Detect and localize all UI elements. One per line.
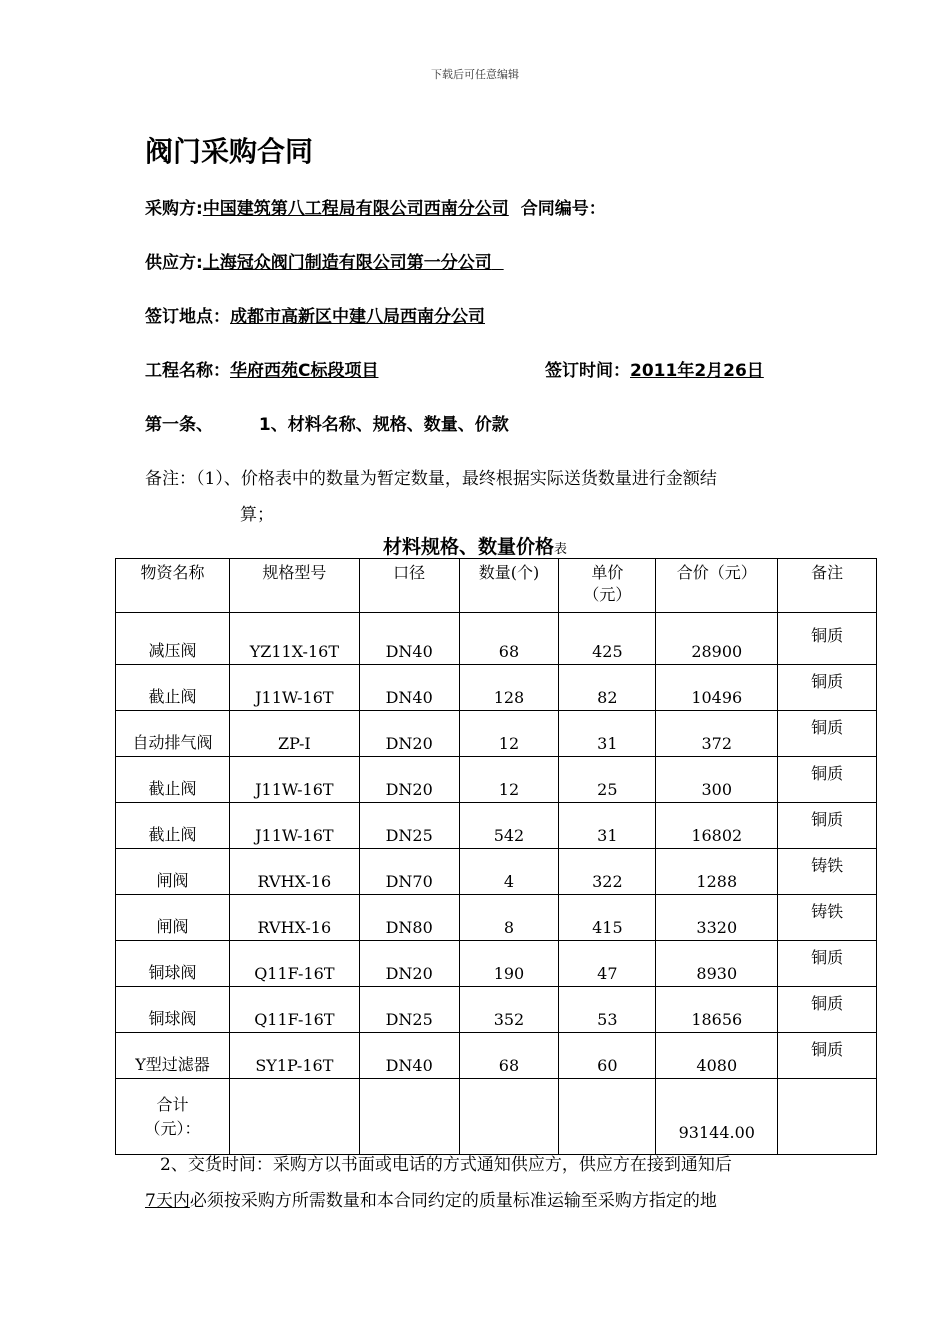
cell-total-price: 28900 bbox=[656, 613, 778, 665]
cell-model: ZP-I bbox=[229, 711, 359, 757]
cell-name: 截止阀 bbox=[116, 665, 230, 711]
cell-model: J11W-16T bbox=[229, 757, 359, 803]
total-empty bbox=[778, 1079, 877, 1155]
cell-diameter: DN20 bbox=[359, 941, 459, 987]
cell-remark: 铜质 bbox=[778, 803, 877, 849]
cell-quantity: 542 bbox=[459, 803, 559, 849]
supplier-label: 供应方: bbox=[145, 253, 203, 273]
cell-unit-price: 31 bbox=[559, 711, 656, 757]
price-table bbox=[115, 558, 877, 1155]
contract-no-label: 合同编号： bbox=[520, 199, 606, 219]
table-title-main: 材料规格、数量价格 bbox=[382, 536, 554, 558]
cell-diameter: DN25 bbox=[359, 987, 459, 1033]
cell-name: 自动排气阀 bbox=[116, 711, 230, 757]
buyer-line bbox=[145, 194, 606, 219]
total-value: 93144.00 bbox=[656, 1079, 778, 1155]
cell-total-price: 300 bbox=[656, 757, 778, 803]
cell-model: Q11F-16T bbox=[229, 987, 359, 1033]
project-label: 工程名称： bbox=[145, 361, 230, 381]
cell-total-price: 16802 bbox=[656, 803, 778, 849]
delivery-days: 7天内 bbox=[145, 1191, 190, 1211]
cell-total-price: 372 bbox=[656, 711, 778, 757]
supplier-value: 上海冠众阀门制造有限公司第一分公司 bbox=[202, 253, 492, 273]
cell-quantity: 352 bbox=[459, 987, 559, 1033]
cell-total-price: 1288 bbox=[656, 849, 778, 895]
cell-quantity: 12 bbox=[459, 757, 559, 803]
cell-diameter: DN40 bbox=[359, 613, 459, 665]
cell-remark: 铜质 bbox=[778, 757, 877, 803]
table-row bbox=[116, 987, 877, 1033]
cell-remark: 铜质 bbox=[778, 613, 877, 665]
cell-name: 减压阀 bbox=[116, 613, 230, 665]
cell-model: SY1P-16T bbox=[229, 1033, 359, 1079]
cell-quantity: 128 bbox=[459, 665, 559, 711]
total-empty bbox=[559, 1079, 656, 1155]
table-title bbox=[0, 532, 950, 559]
project-value: 华府西苑C标段项目 bbox=[230, 361, 379, 381]
table-row bbox=[116, 941, 877, 987]
cell-model: J11W-16T bbox=[229, 803, 359, 849]
cell-unit-price: 31 bbox=[559, 803, 656, 849]
cell-model: YZ11X-16T bbox=[229, 613, 359, 665]
cell-diameter: DN40 bbox=[359, 1033, 459, 1079]
cell-total-price: 4080 bbox=[656, 1033, 778, 1079]
cell-unit-price: 25 bbox=[559, 757, 656, 803]
cell-quantity: 8 bbox=[459, 895, 559, 941]
article1-label: 第一条、 bbox=[145, 415, 213, 435]
buyer-label: 采购方: bbox=[145, 199, 203, 219]
sign-date-label: 签订时间： bbox=[545, 361, 630, 381]
cell-total-price: 8930 bbox=[656, 941, 778, 987]
cell-diameter: DN20 bbox=[359, 757, 459, 803]
delivery-line2 bbox=[145, 1186, 717, 1211]
cell-diameter: DN80 bbox=[359, 895, 459, 941]
cell-name: 铜球阀 bbox=[116, 987, 230, 1033]
cell-remark: 铸铁 bbox=[778, 895, 877, 941]
cell-model: J11W-16T bbox=[229, 665, 359, 711]
cell-remark: 铜质 bbox=[778, 941, 877, 987]
table-row bbox=[116, 613, 877, 665]
cell-diameter: DN40 bbox=[359, 665, 459, 711]
cell-unit-price: 82 bbox=[559, 665, 656, 711]
article1-value: 1、材料名称、规格、数量、价款 bbox=[258, 415, 509, 435]
header-note: 下载后可任意编辑 bbox=[431, 68, 519, 81]
buyer-value: 中国建筑第八工程局有限公司西南分公司 bbox=[202, 199, 509, 219]
header-quantity: 数量(个) bbox=[459, 559, 559, 613]
cell-remark: 铜质 bbox=[778, 1033, 877, 1079]
sign-date-value: 2011年2月26日 bbox=[630, 361, 764, 381]
sign-place-label: 签订地点： bbox=[145, 307, 230, 327]
table-row bbox=[116, 849, 877, 895]
remark-line2: 算； bbox=[240, 505, 274, 525]
header-unit-price: 单价（元） bbox=[559, 559, 656, 613]
cell-diameter: DN25 bbox=[359, 803, 459, 849]
cell-name: Y型过滤器 bbox=[116, 1033, 230, 1079]
article1-line bbox=[145, 410, 509, 435]
cell-name: 截止阀 bbox=[116, 803, 230, 849]
header-name: 物资名称 bbox=[116, 559, 230, 613]
total-label: 合计（元）： bbox=[116, 1079, 230, 1155]
delivery-line1: 2、交货时间：采购方以书面或电话的方式通知供应方，供应方在接到通知后 bbox=[160, 1155, 732, 1175]
cell-unit-price: 47 bbox=[559, 941, 656, 987]
cell-total-price: 10496 bbox=[656, 665, 778, 711]
cell-total-price: 3320 bbox=[656, 895, 778, 941]
cell-quantity: 68 bbox=[459, 613, 559, 665]
table-total-row bbox=[116, 1079, 877, 1155]
cell-name: 闸阀 bbox=[116, 895, 230, 941]
cell-unit-price: 415 bbox=[559, 895, 656, 941]
cell-remark: 铜质 bbox=[778, 665, 877, 711]
cell-diameter: DN20 bbox=[359, 711, 459, 757]
cell-model: RVHX-16 bbox=[229, 895, 359, 941]
delivery-rest: 必须按采购方所需数量和本合同约定的质量标准运输至采购方指定的地 bbox=[189, 1191, 717, 1211]
project-line bbox=[145, 356, 378, 381]
cell-unit-price: 322 bbox=[559, 849, 656, 895]
header-total-price: 合价（元） bbox=[656, 559, 778, 613]
total-empty bbox=[459, 1079, 559, 1155]
header-model: 规格型号 bbox=[229, 559, 359, 613]
header-diameter: 口径 bbox=[359, 559, 459, 613]
cell-unit-price: 53 bbox=[559, 987, 656, 1033]
table-row bbox=[116, 665, 877, 711]
cell-unit-price: 60 bbox=[559, 1033, 656, 1079]
table-row bbox=[116, 757, 877, 803]
cell-unit-price: 425 bbox=[559, 613, 656, 665]
page-title: 阀门采购合同 bbox=[145, 135, 314, 168]
table-row bbox=[116, 803, 877, 849]
table-row bbox=[116, 895, 877, 941]
total-empty bbox=[229, 1079, 359, 1155]
cell-name: 截止阀 bbox=[116, 757, 230, 803]
table-title-suffix: 表 bbox=[554, 542, 568, 557]
cell-name: 闸阀 bbox=[116, 849, 230, 895]
supplier-line bbox=[145, 248, 504, 273]
remark-line1: 备注：（1）、价格表中的数量为暂定数量，最终根据实际送货数量进行金额结 bbox=[145, 469, 717, 489]
cell-name: 铜球阀 bbox=[116, 941, 230, 987]
header-remark: 备注 bbox=[778, 559, 877, 613]
table-header-row bbox=[116, 559, 877, 613]
sign-date-line bbox=[545, 356, 764, 381]
cell-quantity: 4 bbox=[459, 849, 559, 895]
cell-remark: 铜质 bbox=[778, 987, 877, 1033]
cell-model: RVHX-16 bbox=[229, 849, 359, 895]
cell-remark: 铜质 bbox=[778, 711, 877, 757]
cell-quantity: 12 bbox=[459, 711, 559, 757]
total-empty bbox=[359, 1079, 459, 1155]
sign-place-line bbox=[145, 302, 485, 327]
table-row bbox=[116, 711, 877, 757]
cell-diameter: DN70 bbox=[359, 849, 459, 895]
cell-quantity: 190 bbox=[459, 941, 559, 987]
table-row bbox=[116, 1033, 877, 1079]
cell-remark: 铸铁 bbox=[778, 849, 877, 895]
cell-model: Q11F-16T bbox=[229, 941, 359, 987]
sign-place-value: 成都市高新区中建八局西南分公司 bbox=[230, 307, 485, 327]
cell-total-price: 18656 bbox=[656, 987, 778, 1033]
cell-quantity: 68 bbox=[459, 1033, 559, 1079]
